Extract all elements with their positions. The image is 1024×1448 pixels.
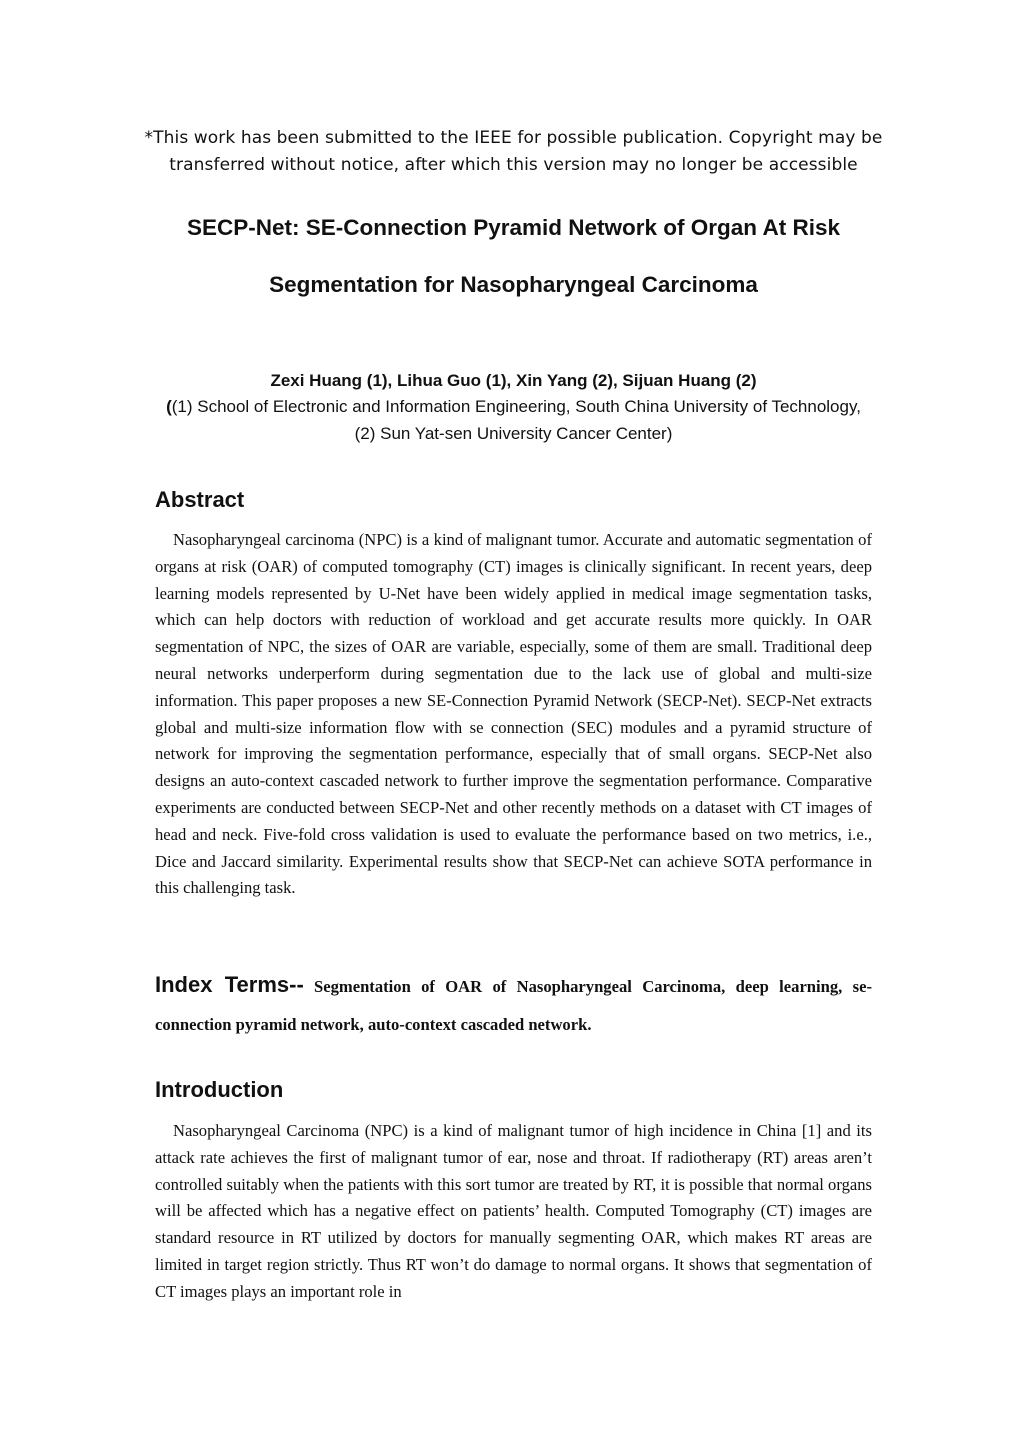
index-terms xyxy=(155,966,872,1044)
abstract-heading: Abstract xyxy=(155,487,245,512)
affiliation-open-paren: ( xyxy=(166,397,172,416)
author-list: Zexi Huang (1), Lihua Guo (1), Xin Yang (2), Sijuan Huang (2) xyxy=(270,371,757,390)
affiliation-line-2: (2) Sun Yat-sen University Cancer Center) xyxy=(354,424,673,443)
title-line-2: Segmentation for Nasopharyngeal Carcinoma xyxy=(269,272,758,297)
introduction-heading: Introduction xyxy=(155,1077,284,1102)
index-terms-label: Index Terms-- xyxy=(155,972,304,997)
introduction-text: Nasopharyngeal Carcinoma (NPC) is a kind of malignant tumor of high incidence in China [1] and its attack rate achieves the first of malignant tumor of ear, nose and throat. If radiotherapy (RT) areas aren’t controlled suitably when the patients with this sort tumor are treated by RT, it is possible that normal organs will be affected which has a negative effect on patients’ health. Computed Tomography (CT) images are standard resource in RT utilized by doctors for manually segmenting OAR, which makes RT areas are limited in target region strictly. Thus RT won’t do damage to normal organs. It shows that segmentation of CT images plays an important role in xyxy=(155,1121,872,1301)
abstract-text: Nasopharyngeal carcinoma (NPC) is a kind of malignant tumor. Accurate and automatic segmentation of organs at risk (OAR) of computed tomography (CT) images is clinically significant. In recent years, deep learning models represented by U-Net have been widely applied in medical image segmentation tasks, which can help doctors with reduction of workload and get accurate results more quickly. In OAR segmentation of NPC, the sizes of OAR are variable, especially, some of them are small. Traditional deep neural networks underperform during segmentation due to the lack use of global and multi-size information. This paper proposes a new SE-Connection Pyramid Network (SECP-Net). SECP-Net extracts global and multi-size information flow with se connection (SEC) modules and a pyramid structure of network for improving the segmentation performance, especially that of small organs. SECP-Net also designs an auto-context cascaded network to further improve the segmentation performance. Comparative experiments are conducted between SECP-Net and other recently methods on a dataset with CT images of head and neck. Five-fold cross validation is used to evaluate the performance based on two metrics, i.e., Dice and Jaccard similarity. Experimental results show that SECP-Net can achieve SOTA performance in this challenging task. xyxy=(155,530,872,898)
paper-title xyxy=(125,214,902,299)
affiliation-line-1: (1) School of Electronic and Information Engineering, South China University of Technology, xyxy=(171,397,861,416)
title-line-1: SECP-Net: SE-Connection Pyramid Network of Organ At Risk xyxy=(186,215,840,240)
index-terms-text: Segmentation of OAR of Nasopharyngeal Carcinoma, deep learning, se-connection pyramid network, auto-context cascaded network. xyxy=(155,977,872,1034)
affiliations xyxy=(125,393,902,447)
submission-notice: *This work has been submitted to the IEEE for possible publication. Copyright may be transferred without notice, after which this version may no longer be accessible xyxy=(144,128,883,175)
